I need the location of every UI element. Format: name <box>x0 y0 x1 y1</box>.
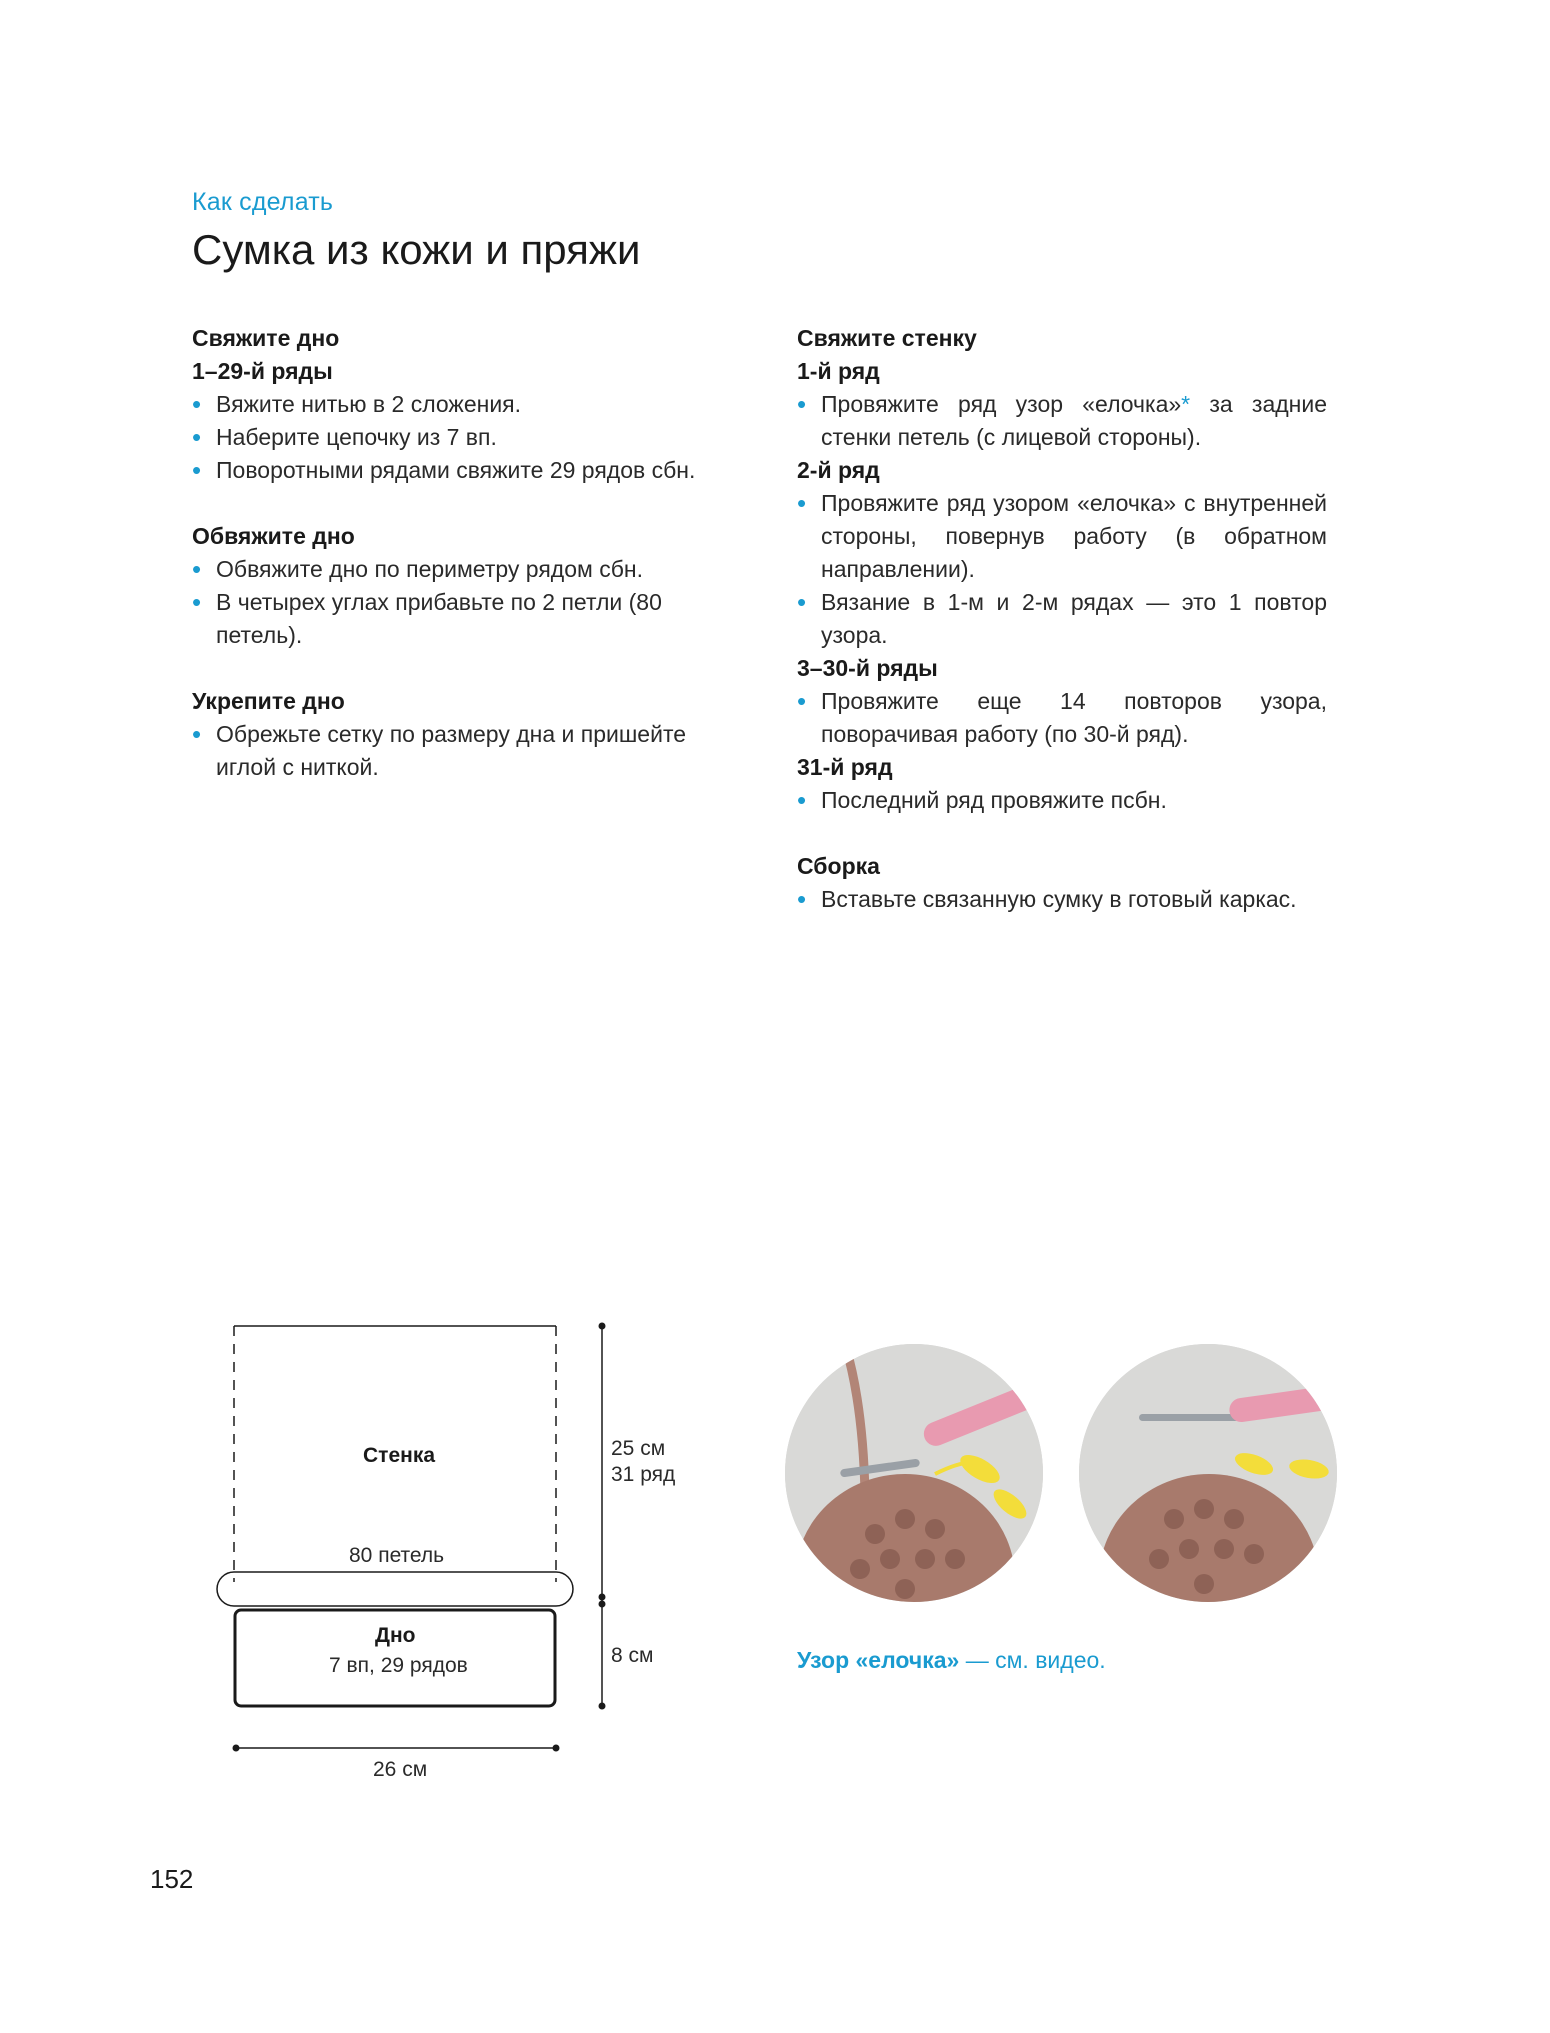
left-column <box>192 322 722 817</box>
crochet-image <box>785 1344 1043 1602</box>
list-item: • Наберите цепочку из 7 вп. <box>192 421 722 454</box>
section-bottom <box>192 322 722 487</box>
rows-wall-label: 31 ряд <box>611 1463 676 1486</box>
list-item: • Провяжите ряд узором «елочка» с внутренней стороны, повернув работу (в обратном направлении). <box>797 487 1327 586</box>
stitch-photo-1 <box>785 1344 1043 1602</box>
crochet-image <box>1079 1344 1337 1602</box>
list-item: • Вяжите нитью в 2 сложения. <box>192 388 722 421</box>
list-item: • Провяжите еще 14 повторов узора, поворачивая работу (по 30-й ряд). <box>797 685 1327 751</box>
item-text: за задние стенки петель (с лицевой стороны). <box>821 391 1327 450</box>
band-right-cap <box>556 1572 573 1606</box>
list-item: • Вставьте связанную сумку в готовый каркас. <box>797 883 1327 916</box>
section-heading: Обвяжите дно <box>192 523 355 549</box>
section-wall <box>797 322 1327 817</box>
width-label: 26 см <box>373 1758 428 1781</box>
section-reinforce <box>192 685 722 784</box>
bag-schematic <box>200 1310 720 1790</box>
section-subheading: 1–29-й ряды <box>192 358 333 384</box>
bottom-sub-label: 7 вп, 29 рядов <box>329 1654 468 1677</box>
section-assembly <box>797 850 1327 916</box>
caption-rest: — см. видео. <box>959 1647 1106 1673</box>
schematic-lines <box>200 1310 720 1790</box>
list-item: • Последний ряд провяжите псбн. <box>797 784 1327 817</box>
page-title: Сумка из кожи и пряжи <box>192 226 641 273</box>
bullet-list <box>797 685 1327 751</box>
bullet-list <box>797 388 1327 454</box>
height-bottom-label: 8 см <box>611 1644 654 1667</box>
section-heading: Сборка <box>797 853 880 879</box>
bullet-list <box>192 388 722 487</box>
section-heading: Свяжите дно <box>192 325 340 351</box>
dim-dot <box>599 1703 606 1710</box>
dim-dot <box>599 1594 606 1601</box>
footnote-asterisk: * <box>1181 391 1191 417</box>
page-number: 152 <box>150 1864 194 1894</box>
band-left-cap <box>217 1572 234 1606</box>
caption-bold: Узор «елочка» <box>797 1647 960 1673</box>
bullet-list <box>192 553 722 652</box>
list-item: • Вязание в 1-м и 2-м рядах — это 1 повтор узора. <box>797 586 1327 652</box>
row-label: 31-й ряд <box>797 754 893 780</box>
height-wall-label: 25 см <box>611 1437 666 1460</box>
list-item <box>797 388 1327 454</box>
list-item: • В четырех углах прибавьте по 2 петли (80 петель). <box>192 586 722 652</box>
row-label: 1-й ряд <box>797 358 880 384</box>
list-item: • Обвяжите дно по периметру рядом сбн. <box>192 553 722 586</box>
row-label: 3–30-й ряды <box>797 655 938 681</box>
list-item: • Поворотными рядами свяжите 29 рядов сбн. <box>192 454 722 487</box>
bullet-list <box>797 487 1327 652</box>
bullet-list <box>797 883 1327 916</box>
right-column <box>797 322 1327 949</box>
list-item: • Обрежьте сетку по размеру дна и пришейте иглой с ниткой. <box>192 718 722 784</box>
dim-dot <box>599 1601 606 1608</box>
item-text: Провяжите ряд узор «елочка» <box>821 391 1182 417</box>
bullet-list <box>797 784 1327 817</box>
kicker: Как сделать <box>192 188 334 216</box>
section-edging <box>192 520 722 652</box>
section-heading: Свяжите стенку <box>797 325 977 351</box>
bullet-list <box>192 718 722 784</box>
dim-dot <box>233 1745 240 1752</box>
photo-caption <box>797 1647 1106 1674</box>
stitch-photo-2 <box>1079 1344 1337 1602</box>
wall-label: Стенка <box>363 1444 436 1467</box>
row-label: 2-й ряд <box>797 457 880 483</box>
bottom-label: Дно <box>375 1624 416 1647</box>
section-heading: Укрепите дно <box>192 688 345 714</box>
dim-dot <box>599 1323 606 1330</box>
dim-dot <box>553 1745 560 1752</box>
stitches-label: 80 петель <box>349 1544 445 1567</box>
